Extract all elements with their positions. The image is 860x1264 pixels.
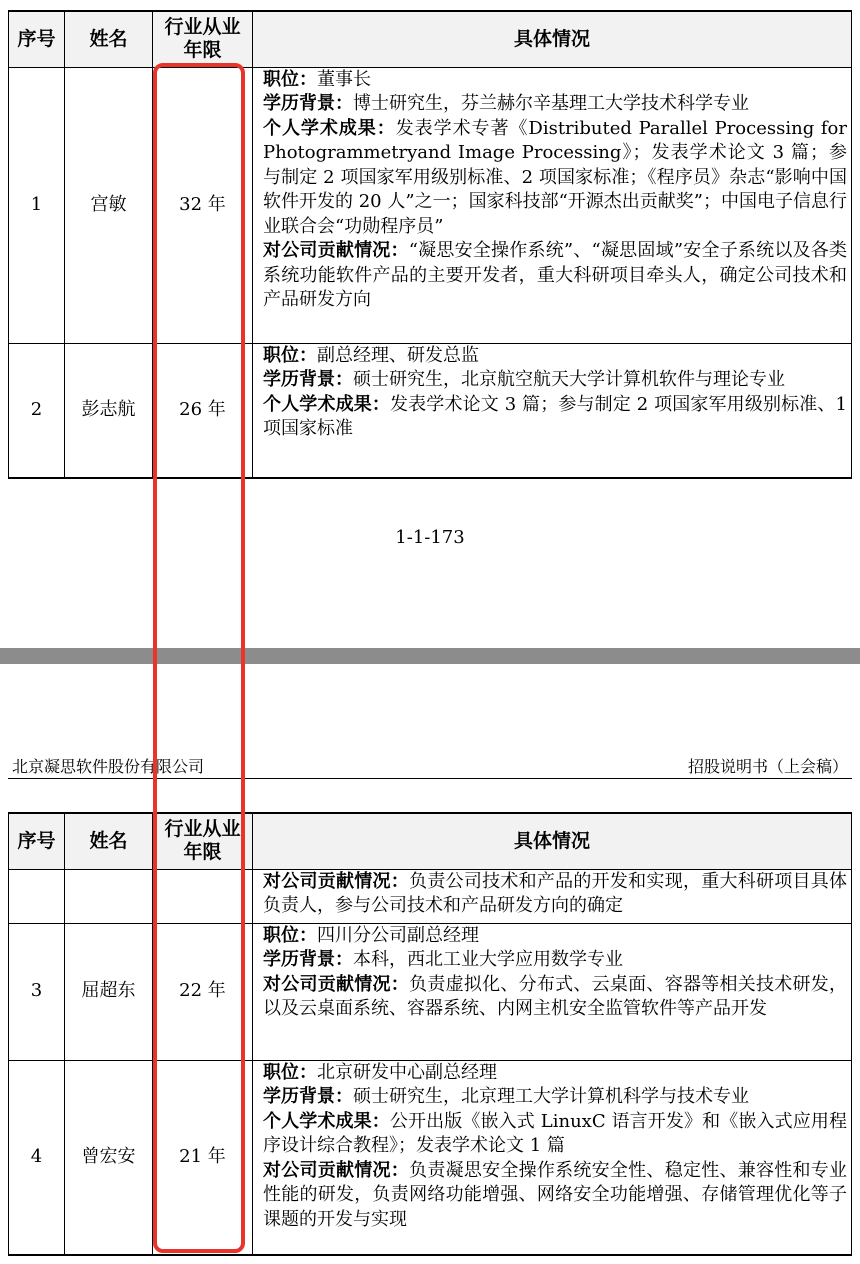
detail-text: 四川分公司副总经理 bbox=[317, 924, 479, 946]
detail-line bbox=[263, 68, 847, 93]
detail-line bbox=[263, 948, 847, 973]
page-separator bbox=[0, 648, 860, 664]
header-years: 行业从业年限 bbox=[153, 11, 253, 67]
header-name: 姓名 bbox=[65, 11, 153, 67]
row-name: 彭志航 bbox=[65, 343, 153, 478]
table-row bbox=[9, 923, 852, 1060]
table-row bbox=[9, 869, 852, 923]
detail-label: 职位： bbox=[263, 344, 317, 366]
row-detail bbox=[253, 343, 852, 478]
detail-line bbox=[263, 1061, 847, 1086]
staff-table-page1 bbox=[8, 10, 852, 479]
detail-line bbox=[263, 973, 847, 1022]
header-rule bbox=[8, 778, 852, 779]
detail-label: 职位： bbox=[263, 1061, 317, 1083]
detail-label: 对公司贡献情况： bbox=[263, 240, 409, 261]
detail-label: 学历背景： bbox=[263, 949, 353, 970]
detail-label: 个人学术成果： bbox=[263, 393, 391, 415]
row-name: 曾宏安 bbox=[65, 1060, 153, 1255]
row-years: 26 年 bbox=[153, 343, 253, 478]
detail-line bbox=[263, 1159, 847, 1233]
detail-label: 对公司贡献情况： bbox=[263, 973, 410, 995]
detail-text: 北京研发中心副总经理 bbox=[317, 1061, 497, 1083]
detail-line bbox=[263, 344, 847, 369]
detail-line bbox=[263, 117, 847, 240]
row-years: 22 年 bbox=[153, 923, 253, 1060]
detail-label: 职位： bbox=[263, 68, 317, 90]
detail-text: 发表学术专著《Distributed Parallel Processing for Photogrammetryand Image Processing》；发表学术论文 3 篇；参与制定 2 项国家军用级别标准、2 项国家标准；《程序员》杂志“影响中国软件开发的 20 人”之一；国家科技部“开源杰出贡献奖”；中国电子信息行业联合会“功勋程序员” bbox=[263, 117, 847, 237]
detail-text: 公开出版《嵌入式 LinuxC 语言开发》和《嵌入式应用程序设计综合教程》；发表学术论文 1 篇 bbox=[263, 1110, 847, 1156]
table-row bbox=[9, 67, 852, 343]
detail-text: “凝思安全操作系统”、“凝思固域”安全子系统以及各类系统功能软件产品的主要开发者，重大科研项目牵头人，确定公司技术和产品研发方向 bbox=[263, 240, 848, 310]
header-name: 姓名 bbox=[65, 813, 153, 869]
row-no bbox=[9, 869, 65, 923]
row-no: 1 bbox=[9, 67, 65, 343]
detail-label: 对公司贡献情况： bbox=[263, 1159, 410, 1181]
row-name bbox=[65, 869, 153, 923]
header-years: 行业从业年限 bbox=[153, 813, 253, 869]
row-years: 32 年 bbox=[153, 67, 253, 343]
page-number: 1-1-173 bbox=[395, 527, 465, 548]
detail-label: 学历背景： bbox=[263, 1086, 353, 1107]
header-no: 序号 bbox=[9, 813, 65, 869]
staff-table-page2 bbox=[8, 812, 852, 1256]
row-detail bbox=[253, 869, 852, 923]
detail-label: 职位： bbox=[263, 924, 317, 946]
detail-text: 硕士研究生，北京理工大学计算机科学与技术专业 bbox=[353, 1086, 749, 1107]
detail-label: 对公司贡献情况： bbox=[263, 870, 410, 892]
detail-line bbox=[263, 239, 847, 313]
row-no: 3 bbox=[9, 923, 65, 1060]
detail-text: 硕士研究生，北京航空航天大学计算机软件与理论专业 bbox=[353, 369, 785, 390]
table-header-row bbox=[9, 813, 852, 869]
table-row bbox=[9, 343, 852, 478]
table-row bbox=[9, 1060, 852, 1255]
row-no: 2 bbox=[9, 343, 65, 478]
detail-text: 本科，西北工业大学应用数学专业 bbox=[353, 949, 623, 970]
row-detail bbox=[253, 923, 852, 1060]
row-no: 4 bbox=[9, 1060, 65, 1255]
detail-label: 学历背景： bbox=[263, 93, 353, 114]
detail-line bbox=[263, 1110, 847, 1159]
detail-line bbox=[263, 368, 847, 393]
detail-line bbox=[263, 870, 847, 919]
detail-line bbox=[263, 92, 847, 117]
detail-text: 负责虚拟化、分布式、云桌面、容器等相关技术研发，以及云桌面系统、容器系统、内网主机安全监管软件等产品开发 bbox=[263, 973, 848, 1019]
detail-label: 个人学术成果： bbox=[263, 1110, 390, 1132]
running-header-company: 北京凝思软件股份有限公司 bbox=[12, 757, 205, 776]
detail-label: 学历背景： bbox=[263, 369, 353, 390]
detail-label: 个人学术成果： bbox=[263, 117, 396, 139]
detail-text: 博士研究生，芬兰赫尔辛基理工大学技术科学专业 bbox=[353, 93, 749, 114]
header-detail: 具体情况 bbox=[253, 813, 852, 869]
detail-text: 负责凝思安全操作系统安全性、稳定性、兼容性和专业性能的研发，负责网络功能增强、网络安全功能增强、存储管理优化等子课题的开发与实现 bbox=[263, 1159, 848, 1230]
detail-text: 董事长 bbox=[317, 68, 371, 90]
detail-text: 负责公司技术和产品的开发和实现，重大科研项目具体负责人，参与公司技术和产品研发方向的确定 bbox=[263, 870, 848, 916]
years-column-highlight-box bbox=[153, 63, 245, 1253]
detail-text: 副总经理、研发总监 bbox=[317, 344, 479, 366]
row-years: 21 年 bbox=[153, 1060, 253, 1255]
table-header-row bbox=[9, 11, 852, 67]
row-name: 屈超东 bbox=[65, 923, 153, 1060]
header-detail: 具体情况 bbox=[253, 11, 852, 67]
row-detail bbox=[253, 67, 852, 343]
running-header-document: 招股说明书（上会稿） bbox=[687, 757, 848, 776]
detail-text: 发表学术论文 3 篇；参与制定 2 项国家军用级别标准、1 项国家标准 bbox=[263, 393, 847, 439]
detail-line bbox=[263, 1085, 847, 1110]
detail-line bbox=[263, 393, 847, 442]
row-name: 宫敏 bbox=[65, 67, 153, 343]
header-no: 序号 bbox=[9, 11, 65, 67]
detail-line bbox=[263, 924, 847, 949]
row-detail bbox=[253, 1060, 852, 1255]
